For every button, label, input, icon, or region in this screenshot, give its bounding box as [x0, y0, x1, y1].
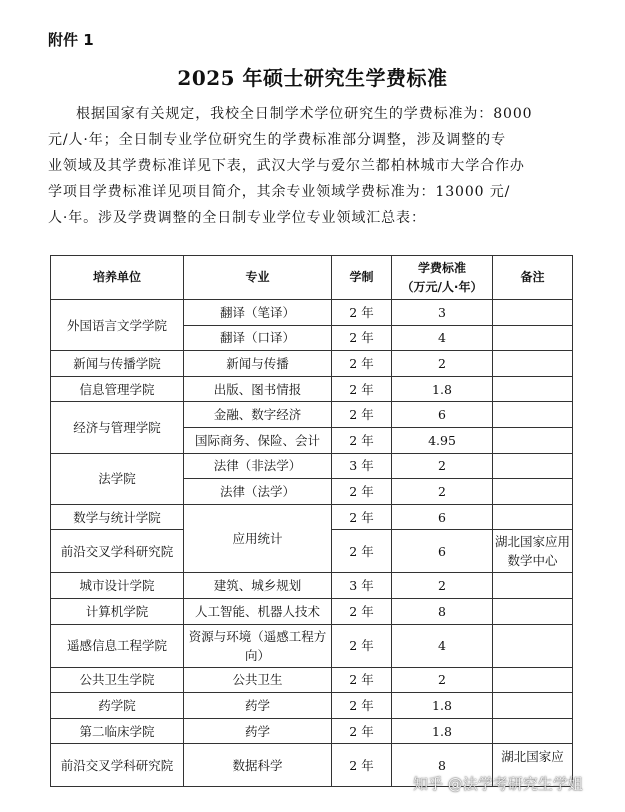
unit-cell: 城市设计学院: [51, 573, 184, 599]
major-cell: 翻译（口译）: [184, 325, 332, 351]
unit-cell: 前沿交叉学科研究院: [51, 530, 184, 573]
note-text: 湖北国家应用数学中心: [495, 534, 571, 569]
table-row: [51, 376, 573, 402]
major-cell: 公共卫生: [184, 667, 332, 693]
paragraph-line: 根据国家有关规定，我校全日制学术学位研究生的学费标准为：8000: [76, 106, 533, 122]
duration-cell: 2 年: [332, 667, 392, 693]
major-cell: 翻译（笔译）: [184, 300, 332, 326]
table-row: [51, 402, 573, 428]
duration-cell: 2 年: [332, 504, 392, 530]
note-cell: [493, 624, 573, 667]
duration-cell: 2 年: [332, 624, 392, 667]
major-cell: 应用统计: [184, 504, 332, 573]
duration-cell: 3 年: [332, 453, 392, 479]
table-header-row: [51, 256, 573, 300]
table-row: [51, 667, 573, 693]
header-unit: 培养单位: [51, 256, 184, 300]
table-row: [51, 718, 573, 744]
header-fee-line1: 学费标准: [417, 260, 466, 275]
note-cell: [493, 427, 573, 453]
header-fee-line2: （万元/人·年）: [401, 279, 483, 294]
duration-cell: 2 年: [332, 718, 392, 744]
major-cell: 新闻与传播: [184, 351, 332, 377]
fee-cell: 2: [392, 351, 493, 377]
fee-cell: 8: [392, 598, 493, 624]
fee-cell: 6: [392, 402, 493, 428]
fee-cell: 1.8: [392, 693, 493, 719]
unit-cell: 公共卫生学院: [51, 667, 184, 693]
major-cell: 数据科学: [184, 744, 332, 787]
duration-cell: 3 年: [332, 573, 392, 599]
note-cell: [493, 479, 573, 505]
duration-cell: 2 年: [332, 376, 392, 402]
table-row: [51, 693, 573, 719]
note-cell: [493, 325, 573, 351]
fee-cell: 3: [392, 300, 493, 326]
note-cell: [493, 530, 573, 573]
fee-table: [50, 255, 573, 787]
major-cell: 国际商务、保险、会计: [184, 427, 332, 453]
table-row: [51, 573, 573, 599]
fee-cell: 4.95: [392, 427, 493, 453]
note-cell: [493, 402, 573, 428]
major-cell: 法律（法学）: [184, 479, 332, 505]
major-cell: 药学: [184, 693, 332, 719]
header-fee: [392, 256, 493, 300]
table-row: [51, 598, 573, 624]
note-cell: [493, 453, 573, 479]
paragraph-line: 业领域及其学费标准详见下表，武汉大学与爱尔兰都柏林城市大学合作办: [48, 158, 525, 174]
fee-cell: 6: [392, 530, 493, 573]
fee-cell: 2: [392, 667, 493, 693]
fee-cell: 2: [392, 453, 493, 479]
note-cell: [493, 667, 573, 693]
duration-cell: 2 年: [332, 402, 392, 428]
major-cell: [184, 624, 332, 667]
unit-cell: 第二临床学院: [51, 718, 184, 744]
unit-cell: 新闻与传播学院: [51, 351, 184, 377]
major-cell: 建筑、城乡规划: [184, 573, 332, 599]
major-cell: 金融、数字经济: [184, 402, 332, 428]
paragraph-line: 学项目学费标准详见项目简介，其余专业领域学费标准为：13000 元/: [48, 184, 511, 200]
paragraph-line: 元/人·年；全日制专业学位研究生的学费标准部分调整，涉及调整的专: [48, 132, 506, 148]
duration-cell: 2 年: [332, 598, 392, 624]
paragraph-line: 人·年。涉及学费调整的全日制专业学位专业领域汇总表：: [48, 210, 426, 226]
note-cell: [493, 300, 573, 326]
fee-cell: 4: [392, 624, 493, 667]
note-cell: [493, 693, 573, 719]
duration-cell: 2 年: [332, 300, 392, 326]
duration-cell: 2 年: [332, 351, 392, 377]
duration-cell: 2 年: [332, 693, 392, 719]
fee-cell: 1.8: [392, 718, 493, 744]
page-title: 2025 年硕士研究生学费标准: [177, 66, 448, 90]
unit-cell: 前沿交叉学科研究院: [51, 744, 184, 787]
fee-cell: 2: [392, 479, 493, 505]
unit-cell: 外国语言文学学院: [51, 300, 184, 351]
note-text: 湖北国家应: [501, 749, 564, 765]
note-cell: [493, 351, 573, 377]
duration-cell: 2 年: [332, 479, 392, 505]
unit-cell: 药学院: [51, 693, 184, 719]
fee-cell: 6: [392, 504, 493, 530]
header-note: 备注: [493, 256, 573, 300]
unit-cell: 经济与管理学院: [51, 402, 184, 453]
duration-cell: 2 年: [332, 744, 392, 787]
unit-cell: 法学院: [51, 453, 184, 504]
fee-cell: 2: [392, 573, 493, 599]
note-cell: [493, 504, 573, 530]
fee-cell: 1.8: [392, 376, 493, 402]
unit-cell: 信息管理学院: [51, 376, 184, 402]
note-cell: [493, 376, 573, 402]
major-cell: 人工智能、机器人技术: [184, 598, 332, 624]
watermark: 知乎 @法学考研究生学姐: [413, 775, 583, 793]
major-cell: 法律（非法学）: [184, 453, 332, 479]
major-cell: 出版、图书情报: [184, 376, 332, 402]
unit-cell: 遥感信息工程学院: [51, 624, 184, 667]
table-row: [51, 504, 573, 530]
duration-cell: 2 年: [332, 530, 392, 573]
fee-cell: 8: [392, 744, 493, 787]
table-row: [51, 351, 573, 377]
header-major: 专业: [184, 256, 332, 300]
unit-cell: 数学与统计学院: [51, 504, 184, 530]
attachment-label: 附件 1: [48, 31, 94, 49]
table-row: [51, 453, 573, 479]
header-duration: 学制: [332, 256, 392, 300]
duration-cell: 2 年: [332, 325, 392, 351]
major-text: 资源与环境（遥感工程方向）: [188, 628, 327, 663]
major-cell: 药学: [184, 718, 332, 744]
table-row: [51, 300, 573, 326]
note-cell: [493, 573, 573, 599]
table-row: [51, 624, 573, 667]
duration-cell: 2 年: [332, 427, 392, 453]
unit-cell: 计算机学院: [51, 598, 184, 624]
fee-cell: 4: [392, 325, 493, 351]
note-cell: [493, 718, 573, 744]
note-cell: [493, 598, 573, 624]
intro-paragraph: [48, 101, 576, 231]
